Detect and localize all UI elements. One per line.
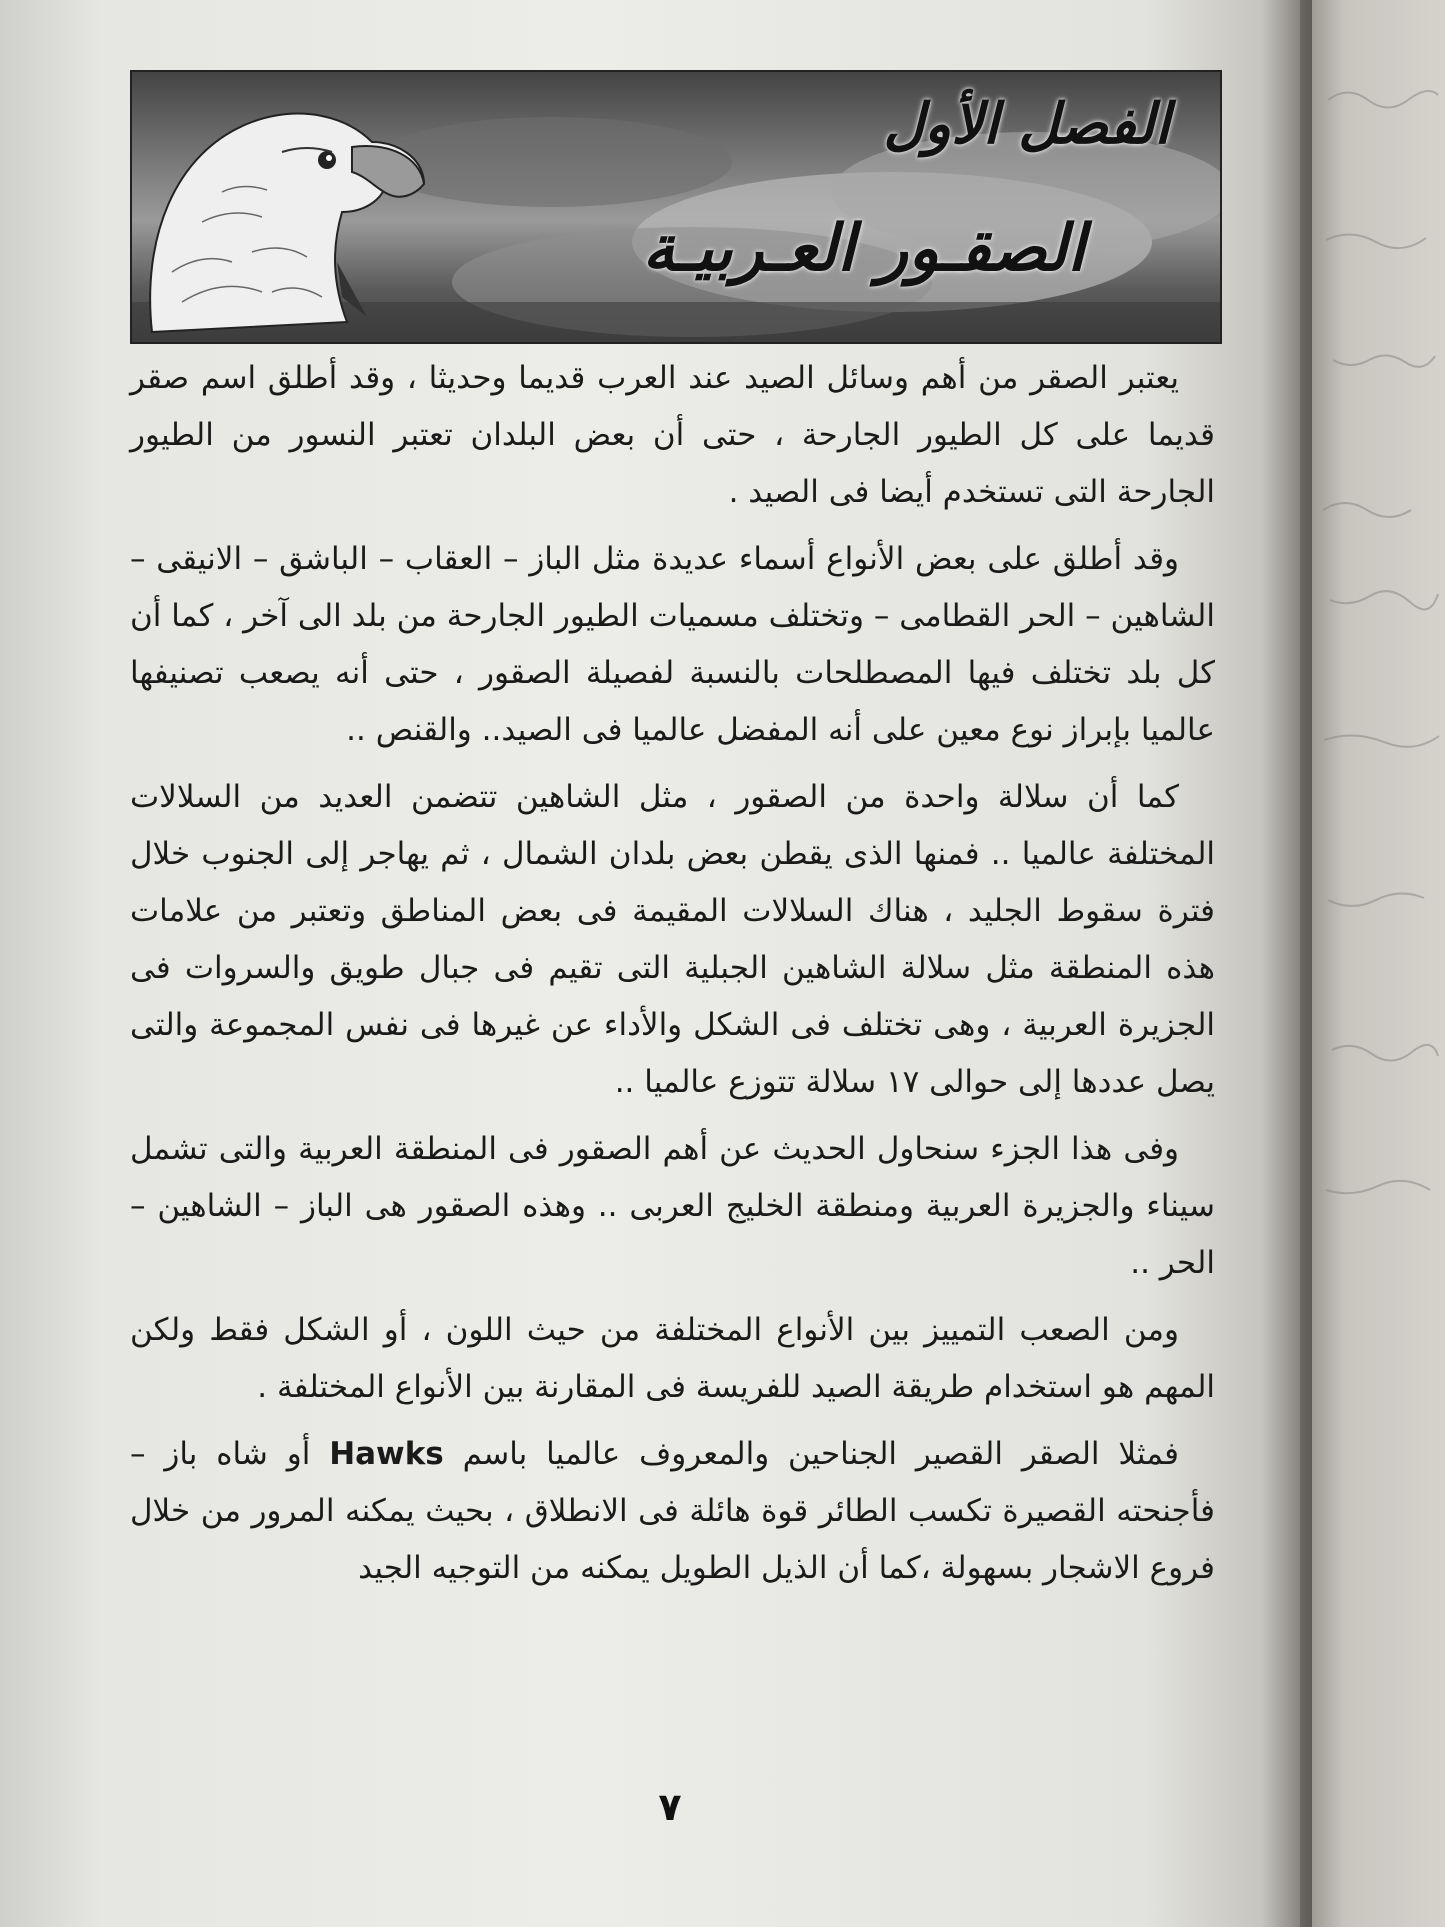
eagle-head-icon xyxy=(132,72,432,342)
paragraph: وفى هذا الجزء سنحاول الحديث عن أهم الصقور فى المنطقة العربية والتى تشمل سيناء والجزيرة العربية ومنطقة الخليج العربى .. وهذه الصقور هى الباز – الشاهين – الحر .. xyxy=(130,1131,1215,1281)
paragraph: كما أن سلالة واحدة من الصقور ، مثل الشاهين تتضمن العديد من السلالات المختلفة عالميا .. فمنها الذى يقطن بعض بلدان الشمال ، ثم يهاجر إلى الجنوب خلال فترة سقوط الجليد ، هناك السلالات المقيمة فى بعض المناطق وتعتبر من علامات هذه المنطقة مثل سلالة الشاهين الجبلية التى تقيم فى جبال طويق والسروات فى الجزيرة العربية ، وهى تختلف فى الشكل والأداء عن غيرها فى نفس المجموعة والتى يصل عددها إلى حوالى ١٧ سلالة تتوزع عالميا .. xyxy=(130,779,1215,1100)
chapter-subject-title: الصقـور العـربيـة xyxy=(642,212,1085,286)
chapter-body xyxy=(130,350,1215,1607)
paragraph: يعتبر الصقر من أهم وسائل الصيد عند العرب قديما وحديثا ، وقد أطلق اسم صقر قديما على كل الطيور الجارحة ، حتى أن بعض البلدان تعتبر النسور من الطيور الجارحة التى تستخدم أيضا فى الصيد . xyxy=(130,360,1215,510)
handwriting-bleed-through xyxy=(1318,40,1445,1340)
page-number: ٧ xyxy=(658,1785,682,1829)
paragraph-last xyxy=(130,1426,1215,1597)
paragraph: ومن الصعب التمييز بين الأنواع المختلفة من حيث اللون ، أو الشكل فقط ولكن المهم هو استخدام طريقة الصيد للفريسة فى المقارنة بين الأنواع المختلفة . xyxy=(130,1312,1215,1405)
paragraph: وقد أطلق على بعض الأنواع أسماء عديدة مثل الباز – العقاب – الباشق – الانيقى – الشاهين – الحر القطامى – وتختلف مسميات الطيور الجارحة من بلد الى آخر ، كما أن كل بلد تختلف فيها المصطلحات بالنسبة لفصيلة الصقور ، حتى أنه يصعب تصنيفها عالميا بإبراز نوع معين على أنه المفضل عالميا فى الصيد.. والقنص .. xyxy=(130,541,1215,748)
chapter-number-title: الفصل الأول xyxy=(883,92,1170,157)
chapter-header-banner xyxy=(130,70,1222,344)
paragraph-last-start: فمثلا الصقر القصير الجناحين والمعروف عالميا باسم xyxy=(443,1436,1179,1472)
english-term: Hawks xyxy=(329,1436,444,1472)
paragraph-last-end: أو شاه باز – فأجنحته القصيرة تكسب الطائر قوة هائلة فى الانطلاق ، بحيث يمكنه المرور من خلال فروع الاشجار بسهولة ،كما أن الذيل الطويل يمكنه من التوجيه الجيد xyxy=(130,1436,1215,1586)
